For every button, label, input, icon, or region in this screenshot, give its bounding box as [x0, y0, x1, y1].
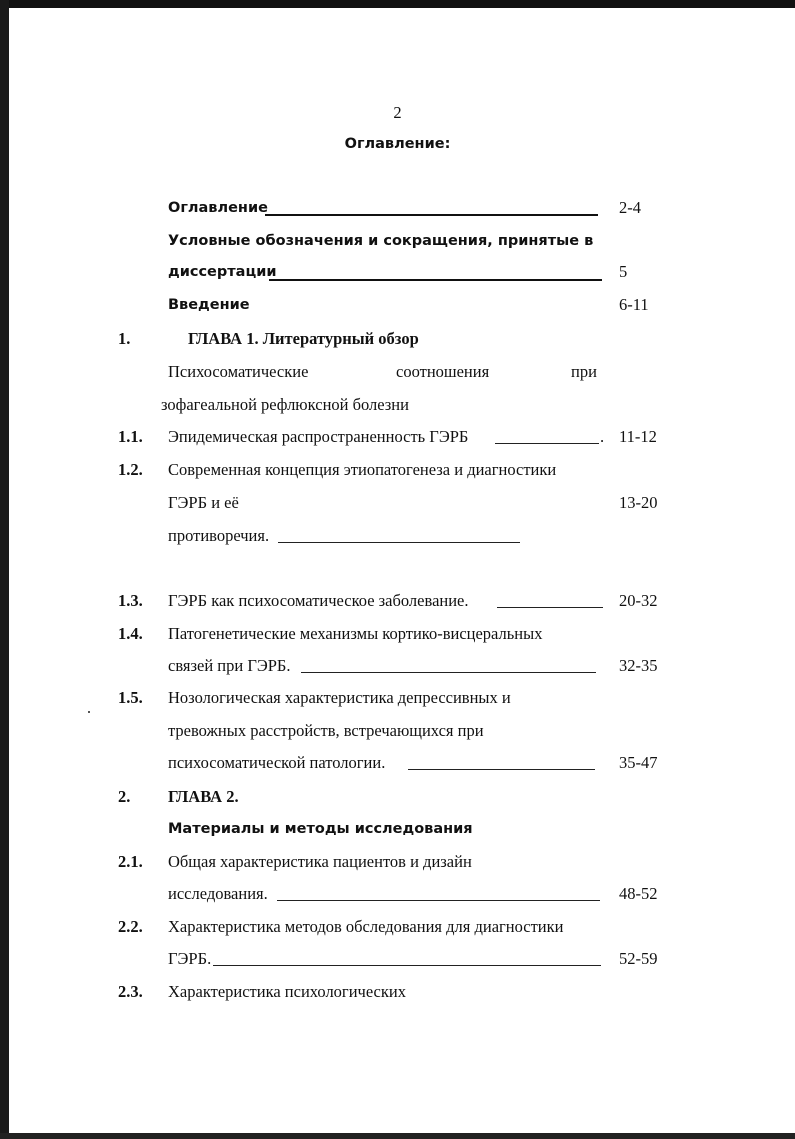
- page-ref: 35-47: [619, 753, 658, 772]
- section-number: 1.3.: [118, 591, 143, 610]
- toc-entry-2-3: Характеристика психологических: [168, 982, 406, 1001]
- leader-line: [495, 443, 599, 444]
- toc-entry-1-1: Эпидемическая распространенность ГЭРБ: [168, 427, 469, 446]
- toc-entry-2-1: Общая характеристика пациентов и дизайн: [168, 852, 472, 871]
- scan-border-bottom: [0, 1133, 795, 1139]
- scan-speck: [88, 711, 90, 713]
- toc-entry-1-5-cont: психосоматической патологии.: [168, 753, 386, 772]
- page-number: 2: [393, 103, 402, 122]
- page-ref: 48-52: [619, 884, 658, 903]
- toc-entry-1-2: Современная концепция этиопатогенеза и диагностики: [168, 460, 557, 479]
- toc-entry-2-2-cont: ГЭРБ.: [168, 949, 212, 968]
- toc-entry-contents: Оглавление: [168, 200, 268, 216]
- leader-line: [408, 769, 595, 770]
- leader-line: [265, 214, 598, 216]
- toc-entry-1-2-cont: противоречия.: [168, 526, 270, 545]
- section-number: 1.2.: [118, 460, 143, 479]
- section-number: 1.5.: [118, 688, 143, 707]
- page-ref: 2-4: [619, 198, 641, 217]
- page-ref: 5: [619, 262, 628, 281]
- section-number: 1.4.: [118, 624, 143, 643]
- page-ref: 32-35: [619, 656, 658, 675]
- toc-subtitle-word: при: [571, 362, 597, 381]
- leader-line: [278, 542, 520, 543]
- page-ref: 52-59: [619, 949, 658, 968]
- toc-entry-chapter-1: ГЛАВА 1. Литературный обзор: [188, 329, 419, 348]
- leader-line: [213, 965, 601, 966]
- toc-heading: Оглавление:: [344, 136, 451, 152]
- toc-entry-2-2: Характеристика методов обследования для диагностики: [168, 917, 564, 936]
- leader-line: [497, 607, 603, 608]
- toc-subtitle-cont: зофагеальной рефлюксной болезни: [161, 395, 409, 414]
- section-number: 1.: [118, 329, 131, 348]
- toc-entry-1-3: ГЭРБ как психосоматическое заболевание.: [168, 591, 469, 610]
- toc-subtitle-word: соотношения: [396, 362, 490, 381]
- leader-line: [269, 279, 602, 281]
- toc-entry-chapter-2: ГЛАВА 2.: [168, 787, 239, 806]
- page-ref: 20-32: [619, 591, 658, 610]
- page-ref: 11-12: [619, 427, 657, 446]
- leader-line: [277, 900, 600, 901]
- toc-entry-introduction: Введение: [168, 297, 250, 313]
- section-number: 2.3.: [118, 982, 143, 1001]
- toc-entry-abbreviations-cont: диссертации: [168, 264, 277, 280]
- page-ref: 13-20: [619, 493, 658, 512]
- section-number: 2.1.: [118, 852, 143, 871]
- section-number: 1.1.: [118, 427, 143, 446]
- section-number: 2.2.: [118, 917, 143, 936]
- page-ref: 6-11: [619, 295, 649, 314]
- toc-entry-1-4-cont: связей при ГЭРБ.: [168, 656, 291, 675]
- toc-entry-1-4: Патогенетические механизмы кортико-висцеральных: [168, 624, 543, 643]
- toc-entry-chapter-2-title: Материалы и методы исследования: [168, 821, 473, 837]
- toc-entry-1-2-cont: ГЭРБ и её: [168, 493, 239, 512]
- leader-dot: .: [600, 427, 605, 446]
- toc-entry-abbreviations: Условные обозначения и сокращения, принятые в: [168, 233, 594, 249]
- scan-border-top: [0, 0, 795, 8]
- toc-entry-1-5: Нозологическая характеристика депрессивных и: [168, 688, 511, 707]
- scan-border-left: [0, 0, 9, 1139]
- toc-entry-2-1-cont: исследования.: [168, 884, 268, 903]
- toc-entry-1-5-cont: тревожных расстройств, встречающихся при: [168, 721, 484, 740]
- section-number: 2.: [118, 787, 131, 806]
- toc-subtitle-word: Психосоматические: [168, 362, 309, 381]
- leader-line: [301, 672, 596, 673]
